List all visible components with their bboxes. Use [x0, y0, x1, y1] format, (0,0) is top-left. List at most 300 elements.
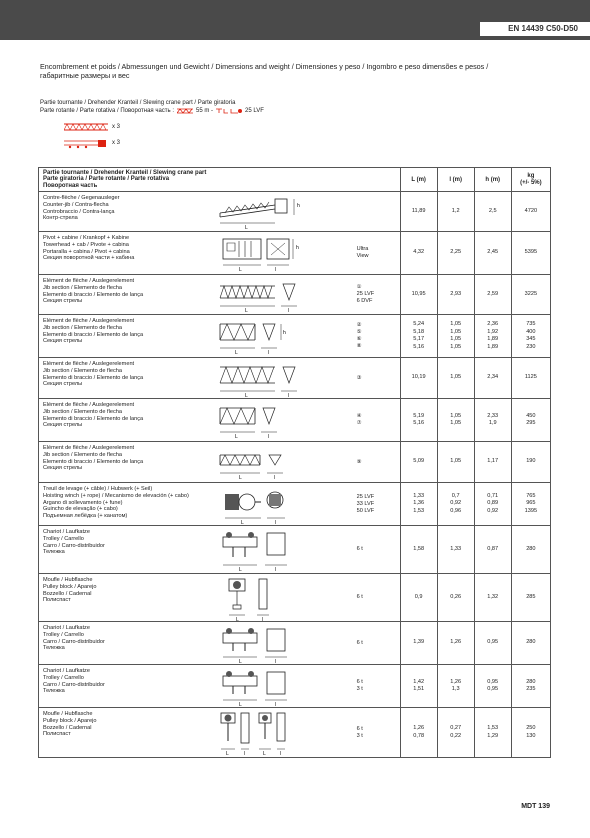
- svg-text:L: L: [234, 433, 238, 440]
- component-drawing: [215, 483, 357, 526]
- header-name-cell: [39, 168, 401, 192]
- component-drawing: [215, 232, 357, 275]
- table-row: [39, 358, 551, 399]
- width-value: 0,26: [450, 593, 462, 600]
- length-value: 1,33: [413, 492, 425, 499]
- svg-text:L: L: [235, 616, 239, 621]
- weight-value-cell: [511, 232, 550, 275]
- svg-text:h: h: [296, 202, 300, 209]
- height-value: 0,95: [487, 639, 499, 646]
- weight-value-cell: [511, 442, 550, 483]
- weight-value: 1125: [524, 374, 537, 381]
- weight-value-cell: [511, 483, 550, 526]
- height-value-cell: [474, 483, 511, 526]
- width-value: 1,26: [450, 678, 462, 685]
- height-value: 1,17: [487, 458, 499, 465]
- height-value: 0,92: [487, 507, 499, 514]
- variant-cell: [357, 275, 401, 315]
- description-line: Elément de flèche / Auslegerelement: [43, 445, 135, 451]
- variant-label: 25 LVF: [356, 493, 375, 500]
- description-line: Pivot + cabine / Krankopf + Kabine: [43, 235, 130, 241]
- description-line: Argano di sollevamento (+ fune): [43, 499, 123, 506]
- description-line: Полиспаст: [43, 731, 71, 738]
- description-line: Elément de flèche / Auslegerelement: [43, 361, 135, 367]
- component-description: [39, 665, 215, 708]
- weight-value-cell: [511, 399, 550, 442]
- width-value-cell: [437, 442, 474, 483]
- table-row: [39, 232, 551, 275]
- width-value: 0,7: [451, 492, 460, 499]
- svg-text:L: L: [234, 349, 238, 356]
- description-line: Bozzello / Cadernal: [43, 724, 92, 731]
- variant-label: 6 t: [356, 594, 363, 600]
- length-value: 5,16: [413, 343, 425, 350]
- weight-value-cell: [511, 665, 550, 708]
- table-row: [39, 526, 551, 574]
- subheading-line2: [40, 107, 264, 115]
- svg-text:l: l: [274, 519, 277, 525]
- component-description: [39, 192, 215, 232]
- variant-label: ④: [356, 413, 362, 419]
- variant-cell: [357, 192, 401, 232]
- length-value-cell: [400, 232, 437, 275]
- length-value: 0,9: [414, 593, 423, 600]
- description-line: Подъемная лебёдка (+ канатом): [43, 513, 128, 520]
- component-description: [39, 526, 215, 574]
- length-value-cell: [400, 442, 437, 483]
- height-value: 2,5: [488, 207, 497, 214]
- variant-label: 50 LVF: [356, 507, 375, 514]
- width-value: 1,33: [450, 545, 462, 552]
- height-value: 0,95: [487, 678, 499, 685]
- svg-text:h: h: [295, 244, 299, 251]
- component-sketch: [215, 575, 305, 621]
- variant-cell: [357, 574, 401, 622]
- component-drawing: [215, 399, 357, 442]
- variant-cell: [357, 232, 401, 275]
- component-description: [39, 315, 215, 358]
- height-value: 0,89: [487, 500, 499, 507]
- variant-label: Ultra: [356, 246, 369, 252]
- variant-label: 6 t: [356, 639, 363, 646]
- svg-text:l: l: [274, 701, 277, 707]
- header-width: l (m): [437, 168, 474, 192]
- red-jib-section-icon: [64, 123, 108, 131]
- description-line: Jib section / Elemento de flecha: [43, 284, 122, 291]
- height-value: 0,87: [487, 545, 499, 552]
- width-value-cell: [437, 399, 474, 442]
- width-value-cell: [437, 526, 474, 574]
- width-value-cell: [437, 622, 474, 665]
- height-value-cell: [474, 315, 511, 358]
- description-line: Guincho de elevação (+ cabo): [43, 506, 118, 513]
- svg-text:h: h: [282, 329, 286, 336]
- width-value: 1,05: [450, 412, 462, 419]
- width-value: 0,22: [450, 732, 462, 739]
- weight-value-cell: [511, 192, 550, 232]
- component-drawing: [215, 665, 357, 708]
- variant-label: ③: [356, 374, 362, 381]
- table-row: [39, 665, 551, 708]
- description-line: Тележка: [43, 549, 65, 556]
- width-value: 2,25: [450, 249, 462, 256]
- svg-text:l: l: [267, 349, 270, 356]
- component-description: [39, 358, 215, 399]
- width-value: 1,05: [450, 374, 462, 381]
- description-line: Controbraccio / Contra-lança: [43, 208, 115, 215]
- width-value: 2,93: [450, 290, 462, 297]
- svg-text:L: L: [240, 519, 244, 525]
- table-row: [39, 275, 551, 315]
- weight-value: 250: [526, 725, 536, 731]
- subheading-line2-length: 55 m -: [196, 108, 214, 114]
- description-line: Elément de flèche / Auslegerelement: [43, 278, 135, 284]
- height-value-cell: [474, 526, 511, 574]
- component-sketch: [215, 193, 305, 231]
- length-value-cell: [400, 526, 437, 574]
- height-value: 2,45: [487, 249, 499, 256]
- length-value: 10,19: [411, 374, 426, 381]
- description-line: Секция стрелы: [43, 422, 83, 429]
- weight-value-cell: [511, 358, 550, 399]
- red-trolley-icon: [216, 108, 242, 114]
- counterjib-count: x 3: [112, 140, 121, 146]
- height-value-cell: [474, 192, 511, 232]
- component-description: [39, 275, 215, 315]
- length-value: 1,36: [413, 500, 425, 507]
- length-value-cell: [400, 483, 437, 526]
- width-value: 1,26: [450, 639, 462, 646]
- length-value: 5,18: [413, 328, 425, 335]
- svg-text:l: l: [243, 750, 246, 757]
- length-value: 1,51: [413, 686, 425, 692]
- description-line: Portaralla + cabina / Pivot + cabina: [43, 248, 130, 255]
- header-name-line: Partie tournante / Drehender Kranteil / Slewing crane part: [43, 169, 207, 176]
- height-value: 2,34: [487, 374, 499, 381]
- height-value: 2,33: [487, 412, 499, 419]
- table-row: [39, 483, 551, 526]
- length-value-cell: [400, 622, 437, 665]
- red-jib-icon: [177, 108, 193, 114]
- page-number: MDT 139: [521, 803, 550, 810]
- length-value-cell: [400, 574, 437, 622]
- length-value: 1,58: [413, 545, 425, 552]
- intro-heading: Encombrement et poids / Abmessungen und Gewicht / Dimensions and weight / Dimensiones y peso / Ingombro e peso dimensões e pesos / габаритные размеры и вес: [40, 62, 489, 80]
- width-value-cell: [437, 574, 474, 622]
- component-description: [39, 483, 215, 526]
- description-line: Elément de flèche / Auslegerelement: [43, 402, 135, 408]
- weight-value: 190: [526, 458, 536, 465]
- variant-cell: [357, 708, 401, 758]
- height-value: 2,36: [487, 321, 499, 327]
- weight-value: 230: [526, 343, 536, 350]
- length-value-cell: [400, 192, 437, 232]
- weight-value-cell: [511, 708, 550, 758]
- weight-value: 345: [526, 336, 536, 342]
- header-name-line: Поворотная часть: [43, 182, 98, 189]
- svg-text:L: L: [244, 307, 248, 314]
- variant-label: ⑦: [356, 420, 362, 426]
- height-value: 2,59: [487, 290, 499, 297]
- svg-text:l: l: [287, 307, 290, 314]
- height-value: 1,89: [487, 336, 499, 342]
- description-line: Секция стрелы: [43, 338, 83, 345]
- length-value: 11,89: [411, 207, 426, 214]
- width-value: 1,05: [450, 328, 462, 335]
- height-value: 1,89: [487, 343, 499, 350]
- component-description: [39, 442, 215, 483]
- svg-text:l: l: [274, 266, 277, 273]
- description-line: Elément de flèche / Auslegerelement: [43, 318, 135, 324]
- weight-value: 735: [526, 321, 536, 327]
- svg-text:l: l: [279, 750, 282, 757]
- svg-text:L: L: [238, 701, 242, 707]
- component-sketch: [215, 709, 305, 757]
- table-row: [39, 192, 551, 232]
- width-value: 1,3: [451, 686, 460, 692]
- length-value-cell: [400, 665, 437, 708]
- variant-label: 25 LVF: [356, 291, 375, 297]
- description-line: Pulley block / Aparejo: [43, 717, 97, 724]
- weight-value-cell: [511, 275, 550, 315]
- length-value: 5,19: [413, 412, 425, 419]
- weight-value-cell: [511, 526, 550, 574]
- svg-text:l: l: [267, 433, 270, 440]
- table-row: [39, 622, 551, 665]
- description-line: Moufle / Hubflasche: [43, 711, 93, 717]
- variant-cell: [357, 315, 401, 358]
- weight-value-cell: [511, 315, 550, 358]
- length-value-cell: [400, 708, 437, 758]
- variant-label: ②: [356, 322, 362, 328]
- weight-value: 280: [526, 678, 536, 685]
- svg-text:l: l: [274, 658, 277, 664]
- length-value-cell: [400, 358, 437, 399]
- variant-label: ⑥: [356, 336, 362, 342]
- description-line: Pulley block / Aparejo: [43, 583, 97, 590]
- subheading-line2-suffix: 25 LVF: [245, 108, 264, 114]
- width-value-cell: [437, 315, 474, 358]
- length-value: 5,17: [413, 336, 425, 342]
- description-line: Jib section / Elemento de flecha: [43, 451, 122, 458]
- description-line: Контр-стрела: [43, 215, 78, 222]
- svg-text:L: L: [238, 474, 242, 481]
- description-line: Trolley / Carrello: [43, 674, 84, 681]
- height-value: 1,53: [487, 725, 499, 731]
- height-value-cell: [474, 708, 511, 758]
- svg-text:l: l: [274, 566, 277, 573]
- width-value: 0,96: [450, 507, 462, 514]
- subheading-line2-prefix: Parte rotante / Parte rotativa / Поворотная часть :: [40, 108, 175, 114]
- description-line: Treuil de levage (+ câble) / Hubwerk (+ Seil): [43, 486, 153, 492]
- header-length: L (m): [400, 168, 437, 192]
- width-value: 1,05: [450, 336, 462, 342]
- variant-cell: [357, 483, 401, 526]
- component-drawing: [215, 442, 357, 483]
- variant-cell: [357, 399, 401, 442]
- variant-label: 3 t: [356, 732, 363, 739]
- variant-label: 3 t: [356, 686, 363, 692]
- jib-section-count: x 3: [112, 124, 121, 130]
- width-value-cell: [437, 275, 474, 315]
- weight-value-cell: [511, 622, 550, 665]
- variant-cell: [357, 526, 401, 574]
- component-sketch: [215, 443, 305, 482]
- svg-text:L: L: [238, 658, 242, 664]
- width-value: 0,92: [450, 500, 462, 507]
- variant-label: View: [356, 253, 369, 259]
- weight-value: 450: [526, 412, 536, 419]
- weight-value: 3225: [524, 290, 538, 297]
- length-value-cell: [400, 399, 437, 442]
- description-line: Bozzello / Cadernal: [43, 590, 92, 597]
- variant-label: 6 t: [356, 679, 363, 685]
- width-value-cell: [437, 192, 474, 232]
- width-value-cell: [437, 358, 474, 399]
- component-description: [39, 232, 215, 275]
- description-line: Тележка: [43, 645, 65, 652]
- weight-value: 765: [526, 492, 536, 499]
- weight-value: 280: [526, 545, 536, 552]
- height-value: 0,95: [487, 686, 499, 692]
- component-description: [39, 708, 215, 758]
- width-value: 1,05: [450, 321, 462, 327]
- weight-value: 400: [526, 328, 536, 335]
- component-sketch: [215, 484, 305, 525]
- height-value-cell: [474, 399, 511, 442]
- width-value: 0,27: [450, 725, 462, 731]
- subheading-line1: Partie tournante / Drehender Kranteil / Slewing crane part / Parte giratoria: [40, 100, 236, 106]
- description-line: Chariot / Laufkatze: [43, 625, 90, 631]
- component-drawing: [215, 358, 357, 399]
- description-line: Carro / Carro-distribuidor: [43, 638, 105, 645]
- svg-text:l: l: [287, 392, 290, 398]
- table-row: [39, 399, 551, 442]
- component-drawing: [215, 574, 357, 622]
- component-description: [39, 622, 215, 665]
- length-value: 0,78: [413, 732, 425, 739]
- weight-value: 1395: [524, 507, 538, 514]
- length-value-cell: [400, 275, 437, 315]
- description-line: Секция стрелы: [43, 298, 83, 305]
- height-value-cell: [474, 358, 511, 399]
- variant-label: ⑨: [356, 458, 362, 465]
- component-sketch: [215, 400, 305, 441]
- width-value: 1,05: [450, 343, 462, 350]
- component-sketch: [215, 666, 305, 707]
- description-line: Contre-flèche / Gegenausleger: [43, 195, 120, 201]
- length-value: 5,24: [413, 321, 425, 327]
- weight-value: 285: [526, 593, 536, 600]
- length-value: 1,39: [413, 639, 425, 646]
- height-value: 1,32: [487, 593, 499, 600]
- description-line: Elemento di braccio / Elemento de lança: [43, 415, 144, 422]
- description-line: Trolley / Carrello: [43, 535, 84, 542]
- header-name-line: Parte giratoria / Parte rotante / Parte rotativa: [43, 176, 170, 183]
- dimensions-table: [38, 167, 551, 758]
- variant-label: 6 t: [356, 725, 363, 732]
- description-line: Chariot / Laufkatze: [43, 668, 90, 674]
- width-value-cell: [437, 483, 474, 526]
- height-value-cell: [474, 574, 511, 622]
- variant-label: ⑤: [356, 329, 362, 335]
- svg-text:l: l: [261, 616, 264, 621]
- length-value: 1,53: [413, 507, 425, 514]
- table-row: [39, 442, 551, 483]
- description-line: Jib section / Elemento de flecha: [43, 324, 122, 331]
- description-line: Секция стрелы: [43, 465, 83, 472]
- length-value: 10,95: [411, 290, 426, 297]
- length-value: 5,16: [413, 420, 425, 426]
- width-value-cell: [437, 232, 474, 275]
- height-value-cell: [474, 665, 511, 708]
- component-drawing: [215, 526, 357, 574]
- svg-text:L: L: [244, 392, 248, 398]
- svg-text:L: L: [238, 266, 242, 273]
- height-value-cell: [474, 442, 511, 483]
- component-sketch: [215, 623, 305, 664]
- weight-value: 965: [526, 500, 536, 507]
- variant-label: 6 t: [356, 546, 363, 552]
- variant-label: 6 DVF: [356, 298, 373, 304]
- description-line: Jib section / Elemento de flecha: [43, 367, 122, 374]
- description-line: Elemento di braccio / Elemento de lança: [43, 291, 144, 298]
- width-value: 1,2: [451, 207, 460, 214]
- component-description: [39, 574, 215, 622]
- variant-cell: [357, 442, 401, 483]
- description-line: Elemento di braccio / Elemento de lança: [43, 374, 144, 381]
- width-value-cell: [437, 665, 474, 708]
- table-row: [39, 708, 551, 758]
- weight-value: 5395: [524, 249, 538, 256]
- description-line: Jib section / Elemento de flecha: [43, 408, 122, 415]
- table-header-row: [39, 168, 551, 192]
- description-line: Секция поворотной части + кабина: [43, 255, 135, 262]
- height-value-cell: [474, 275, 511, 315]
- svg-text:L: L: [225, 750, 229, 757]
- red-counterjib-icon: [64, 139, 108, 149]
- component-drawing: [215, 315, 357, 358]
- description-line: Полиспаст: [43, 597, 71, 604]
- description-line: Секция стрелы: [43, 381, 83, 388]
- width-value-cell: [437, 708, 474, 758]
- table-row: [39, 315, 551, 358]
- variant-cell: [357, 358, 401, 399]
- component-drawing: [215, 622, 357, 665]
- standard-label: EN 14439 C50-D50: [508, 24, 578, 33]
- width-value: 1,05: [450, 458, 462, 465]
- component-drawing: [215, 275, 357, 315]
- description-line: Carro / Carro-distribuidor: [43, 542, 105, 549]
- svg-text:l: l: [273, 474, 276, 481]
- length-value: 5,09: [413, 458, 425, 465]
- length-value: 1,42: [413, 678, 425, 685]
- variant-cell: [357, 665, 401, 708]
- component-drawing: [215, 192, 357, 232]
- variant-label: ⑧: [356, 343, 362, 349]
- description-line: Towerhead + cab / Pivote + cabina: [43, 241, 129, 248]
- weight-value: 295: [526, 420, 536, 426]
- component-sketch: [215, 527, 305, 573]
- component-sketch: [215, 359, 305, 398]
- svg-text:L: L: [244, 224, 248, 231]
- length-value: 1,26: [413, 725, 425, 731]
- component-sketch: [215, 233, 305, 274]
- weight-value-cell: [511, 574, 550, 622]
- header-weight: kg (+/- 5%): [511, 168, 550, 192]
- description-line: Hoisting winch (+ rope) / Mecanismo de elevación (+ cabo): [43, 492, 189, 499]
- svg-text:L: L: [262, 750, 266, 757]
